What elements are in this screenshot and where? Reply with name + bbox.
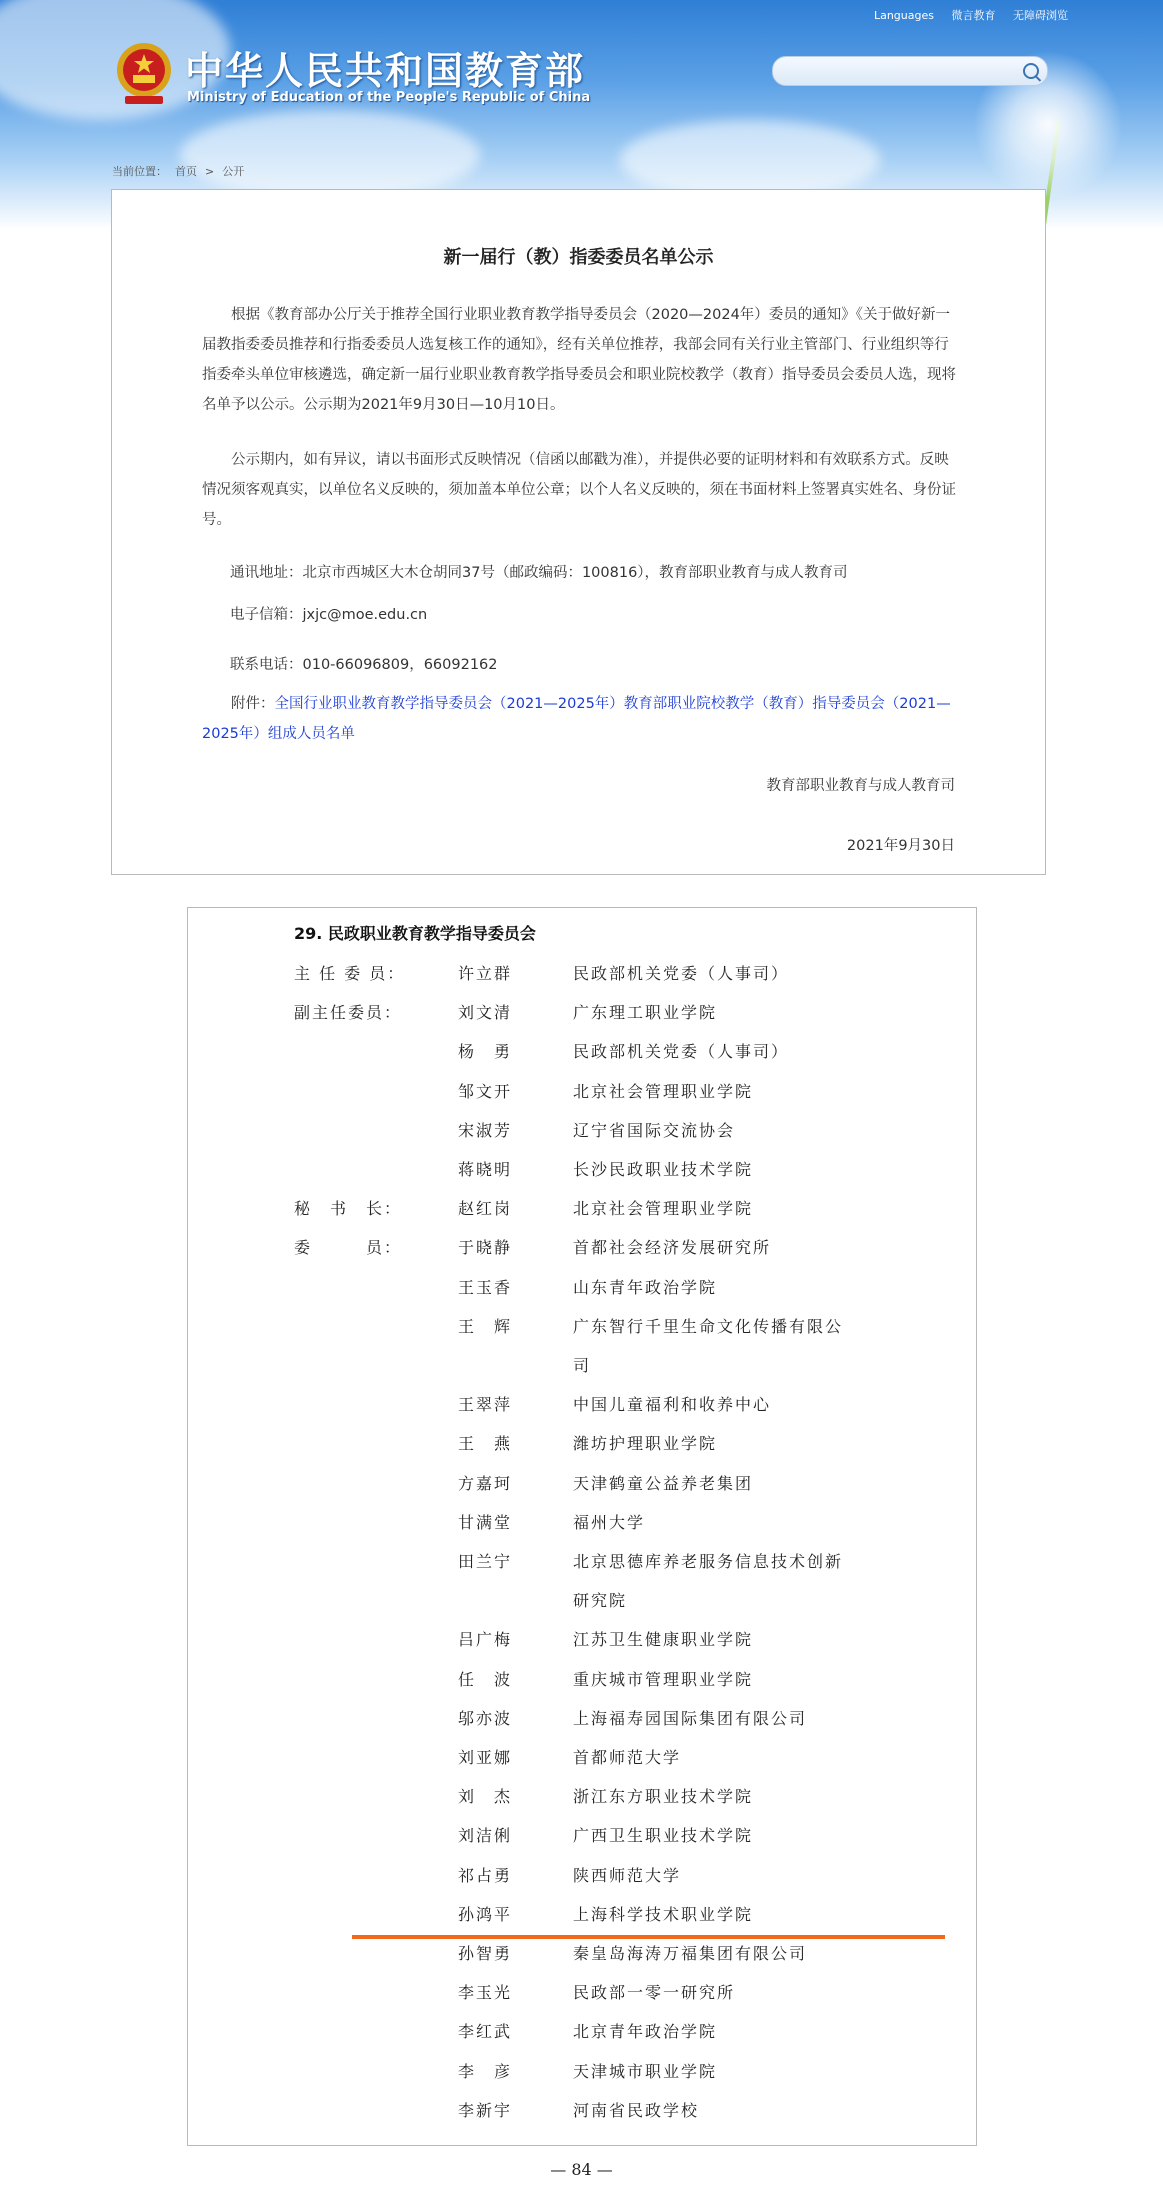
cloud-decoration — [620, 120, 880, 200]
notice-attachment — [202, 689, 962, 749]
member-organization: 重庆城市管理职业学院 — [573, 1669, 754, 1689]
member-name: 刘亚娜 — [458, 1748, 513, 1767]
member-role: 委 员： — [294, 1238, 403, 1258]
member-name: 刘洁俐 — [458, 1826, 513, 1846]
top-nav — [860, 7, 1068, 23]
notice-panel — [111, 189, 1046, 875]
member-organization: 上海福寿园国际集团有限公司 — [573, 1708, 808, 1728]
member-organization: 广西卫生职业技术学院 — [573, 1826, 754, 1846]
notice-date: 2021年9月30日 — [846, 838, 955, 854]
member-row — [188, 1745, 968, 1775]
member-name: 邹文开 — [458, 1081, 513, 1101]
member-name: 任 波 — [458, 1669, 513, 1689]
member-row — [188, 1039, 968, 1069]
member-organization: 秦皇岛海涛万福集团有限公司 — [573, 1944, 808, 1963]
nav-accessibility[interactable]: 无障碍浏览 — [1013, 9, 1068, 22]
member-organization-continued: 司 — [573, 1356, 592, 1375]
member-name: 王玉香 — [458, 1277, 513, 1297]
cloud-decoration — [180, 110, 480, 200]
member-row — [188, 1667, 968, 1697]
member-role: 秘 书 长： — [294, 1199, 403, 1219]
member-name: 甘满堂 — [458, 1512, 513, 1532]
member-row — [188, 1471, 968, 1501]
member-name: 于晓静 — [458, 1238, 513, 1258]
member-row — [188, 2059, 968, 2089]
member-role: 副主任委员： — [294, 1003, 403, 1023]
breadcrumb-public[interactable]: 公开 — [222, 165, 245, 178]
member-name: 李红武 — [458, 2022, 513, 2042]
member-organization: 浙江东方职业技术学院 — [573, 1787, 754, 1807]
member-organization: 北京思德库养老服务信息技术创新 — [573, 1552, 844, 1571]
member-organization: 陕西师范大学 — [573, 1865, 682, 1885]
member-name: 李 彦 — [458, 2061, 513, 2081]
breadcrumb-separator: > — [205, 165, 215, 178]
member-row — [188, 1510, 968, 1540]
member-name: 杨 勇 — [458, 1042, 513, 1062]
member-organization: 上海科学技术职业学院 — [573, 1904, 754, 1924]
national-emblem-icon — [113, 40, 175, 106]
member-name: 祁占勇 — [458, 1865, 513, 1885]
member-role: 主 任 委 员： — [294, 964, 406, 983]
member-organization: 广东智行千里生命文化传播有限公 — [573, 1316, 844, 1336]
member-row — [188, 1275, 968, 1305]
member-name: 宋淑芳 — [458, 1120, 513, 1140]
member-row — [188, 1784, 968, 1814]
notice-paragraph-1: 根据《教育部办公厅关于推荐全国行业职业教育教学指导委员会（2020—2024年）委员的通知》《关于做好新一届教指委委员推荐和行指委委员人选复核工作的通知》，经有关单位推荐，我部会同有关行业主管部门、行业组织等行指委牵头单位审核遴选，确定新一届行业职业教育教学指导委员会和职业院校教学（教育）指导委员会委员人选，现将名单予以公示。公示期为2021年9月30日—10月10日。 — [202, 307, 956, 413]
ministry-logo-english: Ministry of Education of the People's Republic of China — [187, 90, 591, 105]
member-name: 蒋晓明 — [458, 1160, 513, 1179]
member-name: 邬亦波 — [458, 1708, 513, 1728]
member-name: 刘文清 — [458, 1003, 513, 1023]
notice-address: 通讯地址：北京市西城区大木仓胡同37号（邮政编码：100816），教育部职业教育与成人教育司 — [230, 565, 848, 581]
member-row — [188, 1000, 968, 1030]
member-row-continuation — [188, 1588, 968, 1618]
member-organization: 长沙民政职业技术学院 — [573, 1160, 754, 1179]
member-row — [188, 1157, 968, 1187]
member-organization: 中国儿童福利和收养中心 — [573, 1395, 772, 1415]
attachment-link[interactable]: 全国行业职业教育教学指导委员会（2021—2025年）教育部职业院校教学（教育）指导委员会（2021—2025年）组成人员名单 — [202, 696, 951, 742]
member-row — [188, 1980, 968, 2010]
member-organization-continued: 研究院 — [573, 1591, 628, 1611]
page-number: — 84 — — [550, 2160, 613, 2179]
member-row — [188, 1235, 968, 1265]
member-organization: 民政部一零一研究所 — [573, 1983, 736, 2003]
member-organization: 潍坊护理职业学院 — [573, 1434, 718, 1454]
member-organization: 广东理工职业学院 — [573, 1003, 718, 1023]
member-name: 李新宇 — [458, 2100, 513, 2120]
member-row — [188, 1902, 968, 1932]
member-name: 赵红岗 — [458, 1199, 513, 1219]
member-organization: 民政部机关党委（人事司） — [573, 964, 790, 983]
member-name: 许立群 — [458, 964, 513, 983]
member-name: 刘 杰 — [458, 1787, 513, 1807]
notice-paragraph-2: 公示期内，如有异议，请以书面形式反映情况（信函以邮戳为准），并提供必要的证明材料和有效联系方式。反映情况须客观真实，以单位名义反映的，须加盖本单位公章；以个人名义反映的，须在书面材料上签署真实姓名、身份证号。 — [202, 452, 956, 528]
member-row — [188, 961, 968, 991]
committee-title: 29. 民政职业教育教学指导委员会 — [294, 924, 536, 943]
member-organization: 山东青年政治学院 — [573, 1277, 718, 1297]
document-image-panel — [187, 907, 977, 2146]
search-input[interactable] — [772, 56, 1048, 86]
breadcrumb-home[interactable]: 首页 — [175, 165, 197, 178]
member-organization: 河南省民政学校 — [573, 2100, 700, 2120]
member-row — [188, 1549, 968, 1579]
member-organization: 江苏卫生健康职业学院 — [573, 1630, 754, 1650]
member-row-continuation — [188, 1353, 968, 1383]
member-name: 孙智勇 — [458, 1944, 513, 1963]
highlight-underline — [352, 1935, 945, 1939]
breadcrumb — [112, 163, 252, 179]
member-row — [188, 1627, 968, 1657]
nav-languages[interactable]: Languages — [873, 9, 934, 22]
member-organization: 民政部机关党委（人事司） — [573, 1042, 790, 1062]
member-row — [188, 1196, 968, 1226]
member-organization: 福州大学 — [573, 1512, 646, 1532]
member-organization: 辽宁省国际交流协会 — [573, 1120, 736, 1140]
member-organization: 天津城市职业学院 — [573, 2061, 718, 2081]
member-name: 王 燕 — [458, 1434, 513, 1454]
member-row — [188, 1706, 968, 1736]
member-row — [188, 2019, 968, 2049]
notice-email: 电子信箱：jxjc@moe.edu.cn — [230, 607, 428, 623]
member-row — [188, 1863, 968, 1893]
member-name: 吕广梅 — [458, 1630, 513, 1650]
member-name: 方嘉珂 — [458, 1473, 513, 1493]
nav-weiyan[interactable]: 微言教育 — [951, 9, 996, 22]
member-name: 孙鸿平 — [458, 1904, 513, 1924]
breadcrumb-label: 当前位置： — [112, 165, 167, 178]
search-icon[interactable] — [1023, 63, 1039, 79]
member-organization: 北京青年政治学院 — [573, 2022, 718, 2042]
notice-signature: 教育部职业教育与成人教育司 — [766, 778, 955, 794]
ministry-logo-text[interactable]: 中华人民共和国教育部 — [185, 49, 586, 93]
member-row — [188, 1392, 968, 1422]
member-row — [188, 2098, 968, 2128]
member-row — [188, 1823, 968, 1853]
member-organization: 天津鹤童公益养老集团 — [573, 1473, 754, 1493]
member-row — [188, 1431, 968, 1461]
member-organization: 北京社会管理职业学院 — [573, 1199, 754, 1219]
member-organization: 北京社会管理职业学院 — [573, 1081, 754, 1101]
member-organization: 首都师范大学 — [573, 1748, 682, 1767]
member-row — [188, 1941, 968, 1971]
notice-title: 新一届行（教）指委委员名单公示 — [443, 247, 714, 268]
attachment-prefix: 附件： — [231, 696, 275, 712]
member-row — [188, 1079, 968, 1109]
member-row — [188, 1118, 968, 1148]
notice-phone: 联系电话：010-66096809，66092162 — [230, 657, 498, 673]
member-name: 王 辉 — [458, 1316, 513, 1336]
member-row — [188, 1314, 968, 1344]
member-organization: 首都社会经济发展研究所 — [573, 1238, 772, 1258]
member-name: 王翠萍 — [458, 1395, 513, 1415]
member-name: 田兰宁 — [458, 1552, 513, 1571]
member-name: 李玉光 — [458, 1983, 513, 2003]
